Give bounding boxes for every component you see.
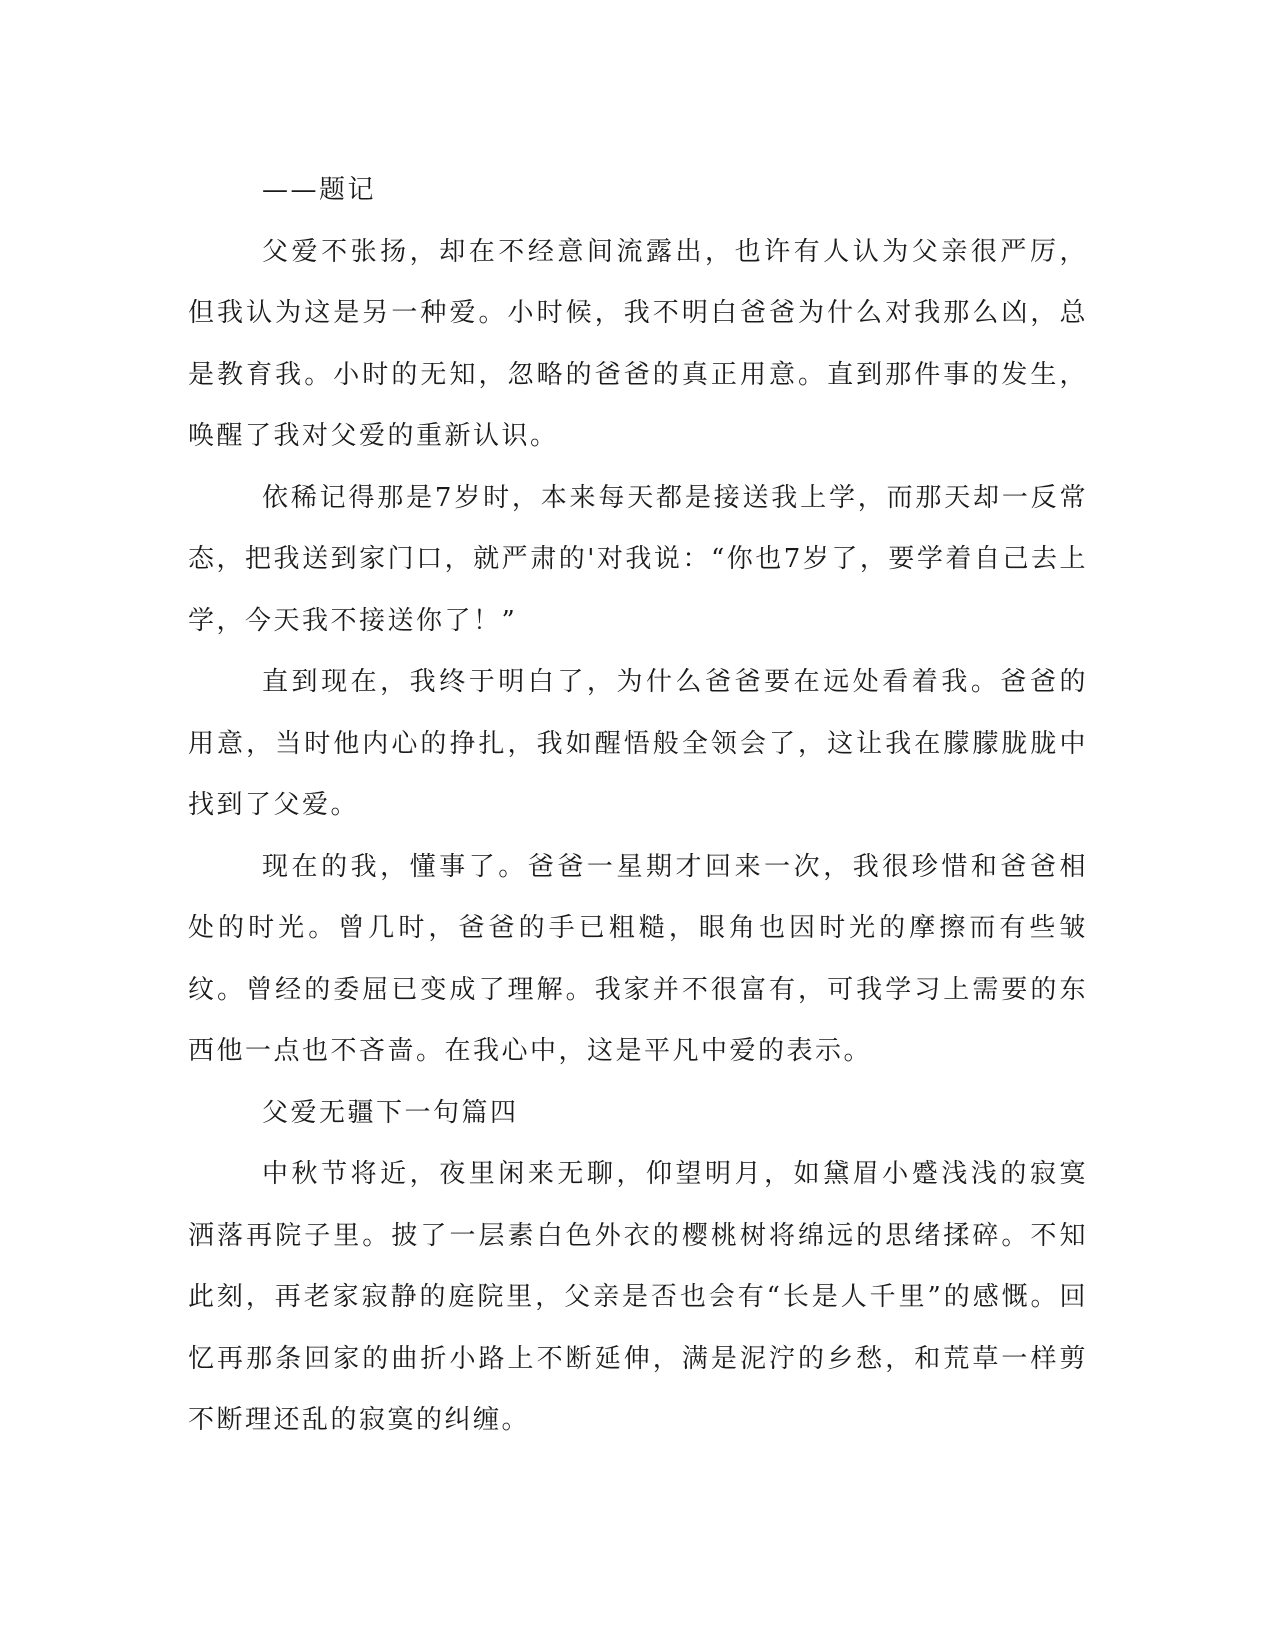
paragraph: 依稀记得那是7岁时，本来每天都是接送我上学，而那天却一反常态，把我送到家门口，就严肃的'对我说：“你也7岁了，要学着自己去上学，今天我不接送你了！” [188,482,1088,636]
paragraph: 中秋节将近，夜里闲来无聊，仰望明月，如黛眉小蹙浅浅的寂寞洒落再院子里。披了一层素白色外衣的樱桃树将绵远的思绪揉碎。不知此刻，再老家寂静的庭院里，父亲是否也会有“长是人千里”的感慨。回忆再那条回家的曲折小路上不断延伸，满是泥泞的乡愁，和荒草一样剪不断理还乱的寂寞的纠缠。 [188,1159,1088,1435]
paragraph: 父爱不张扬，却在不经意间流露出，也许有人认为父亲很严厉，但我认为这是另一种爱。小时候，我不明白爸爸为什么对我那么凶，总是教育我。小时的无知，忽略的爸爸的真正用意。直到那件事的发生，唤醒了我对父爱的重新认识。 [188,236,1088,451]
paragraph: 现在的我，懂事了。爸爸一星期才回来一次，我很珍惜和爸爸相处的时光。曾几时，爸爸的手已粗糙，眼角也因时光的摩擦而有些皱纹。曾经的委屈已变成了理解。我家并不很富有，可我学习上需要的东西他一点也不吝啬。在我心中，这是平凡中爱的表示。 [188,851,1088,1066]
epigraph-attribution: ——题记 [262,175,377,205]
document-body [188,160,1088,1452]
section-heading: 父爱无疆下一句篇四 [262,1097,519,1128]
paragraph: 直到现在，我终于明白了，为什么爸爸要在远处看着我。爸爸的用意，当时他内心的挣扎，我如醒悟般全领会了，这让我在朦朦胧胧中找到了父爱。 [188,667,1088,820]
